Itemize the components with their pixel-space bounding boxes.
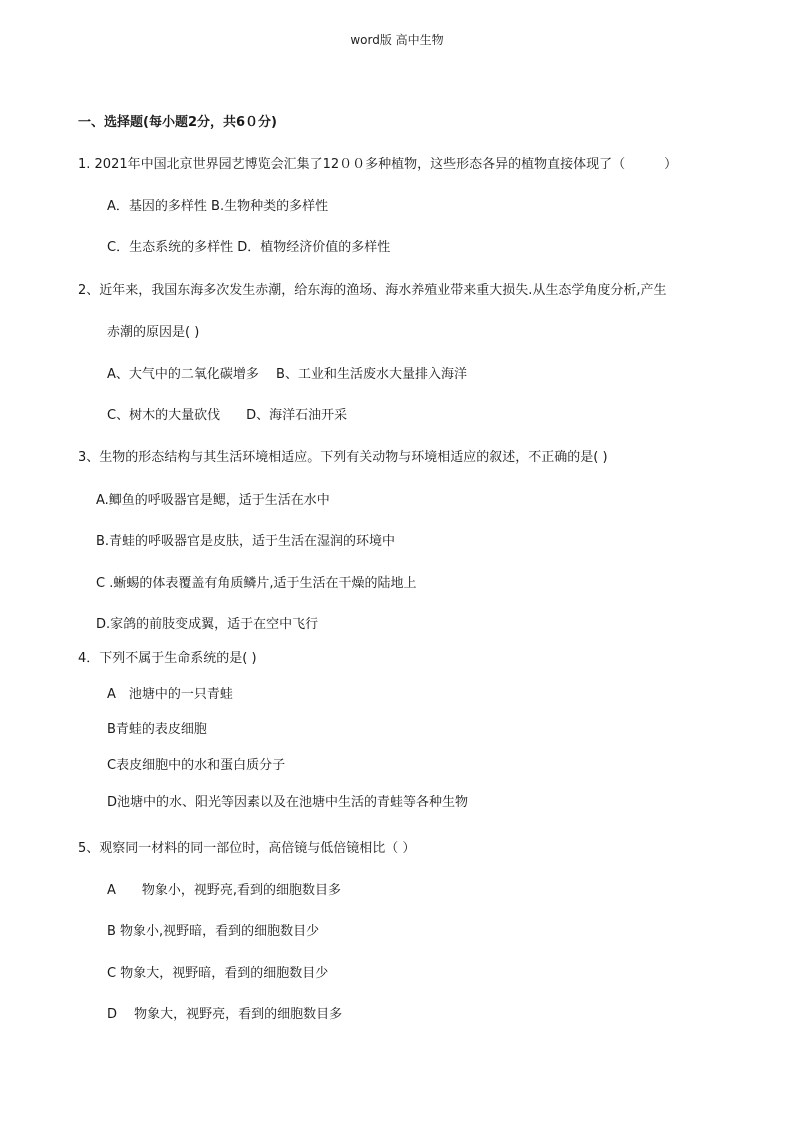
question-3-option: B.青蛙的呼吸器官是皮肤，适于生活在湿润的环境中	[96, 534, 396, 549]
question-5-option: A 物象小，视野亮,看到的细胞数目多	[107, 883, 342, 898]
question-2-stem: 2、近年来，我国东海多次发生赤潮，给东海的渔场、海水养殖业带来重大损失.从生态学角度分析,产生	[78, 283, 667, 298]
question-2-option-line: C、树木的大量砍伐 D、海洋石油开采	[107, 408, 348, 423]
question-5-option: D 物象大，视野亮，看到的细胞数目多	[107, 1007, 343, 1022]
question-2-stem-continued: 赤潮的原因是( )	[107, 325, 200, 340]
question-1-option-line: C．生态系统的多样性 D．植物经济价值的多样性	[107, 240, 391, 255]
question-1-stem: 1. 2021年中国北京世界园艺博览会汇集了12００多种植物，这些形态各异的植物直接体现了（ ）	[78, 157, 678, 172]
question-3-option: D.家鸽的前肢变成翼，适于在空中飞行	[96, 617, 319, 632]
question-4-option: D池塘中的水、阳光等因素以及在池塘中生活的青蛙等各种生物	[107, 795, 469, 810]
question-4-stem: 4．下列不属于生命系统的是( )	[78, 651, 257, 666]
page-header: word版 高中生物	[350, 33, 444, 47]
question-2-option-line: A、大气中的二氧化碳增多 B、工业和生活废水大量排入海洋	[107, 367, 467, 382]
question-4-option: A 池塘中的一只青蛙	[107, 687, 233, 702]
question-5-stem: 5、观察同一材料的同一部位时，高倍镜与低倍镜相比（ ）	[78, 841, 416, 856]
question-4-option: B青蛙的表皮细胞	[107, 722, 207, 737]
question-4-option: C表皮细胞中的水和蛋白质分子	[107, 758, 286, 773]
question-3-stem: 3、生物的形态结构与其生活环境相适应。下列有关动物与环境相适应的叙述，不正确的是( )	[78, 450, 608, 465]
question-3-option: A.鲫鱼的呼吸器官是鳃，适于生活在水中	[96, 493, 330, 508]
question-3-option: C .蜥蜴的体表覆盖有角质鳞片,适于生活在干燥的陆地上	[96, 576, 417, 591]
question-5-option: C 物象大，视野暗，看到的细胞数目少	[107, 966, 329, 981]
question-1-option-line: A．基因的多样性 B.生物种类的多样性	[107, 199, 329, 214]
section-title: 一、选择题(每小题2分，共6０分)	[78, 115, 277, 130]
question-5-option: B 物象小,视野暗，看到的细胞数目少	[107, 924, 320, 939]
